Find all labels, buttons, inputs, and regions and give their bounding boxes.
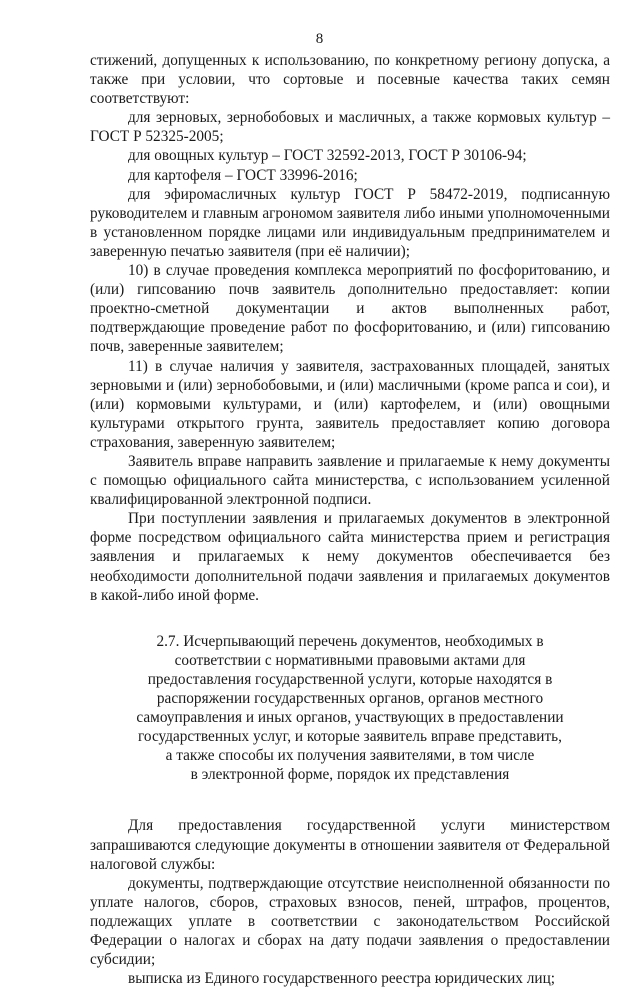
heading-line: соответствии с нормативными правовыми актами для	[174, 651, 526, 669]
paragraph: выписка из Единого государственного реестра юридических лиц;	[128, 970, 556, 988]
paragraph: 11) в случае наличия у заявителя, застрахованных площадей, занятых зерновыми и (или) зернобобовыми, и (или) масличными (кроме рапса и сои), и (или) кормовыми культурами, и (или) картофелем, и (или) овощными культурами открытого грунта, заявитель предоставляет копию договора страхования, заверенную заявителем;	[90, 357, 610, 451]
section-heading	[90, 632, 610, 785]
heading-line: самоуправления и иных органов, участвующих в предоставлении	[136, 709, 564, 727]
paragraphs-after	[90, 816, 610, 988]
heading-line: предоставления государственной услуги, которые находятся в	[147, 670, 553, 688]
heading-line: в электронной форме, порядок их представления	[190, 766, 510, 784]
paragraph: для овощных культур – ГОСТ 32592-2013, ГОСТ Р 30106-94;	[128, 147, 527, 165]
paragraph: Для предоставления государственной услуги министерством запрашиваются следующие документы в отношении заявителя от Федеральной налоговой службы:	[90, 817, 610, 873]
heading-line: 2.7. Исчерпывающий перечень документов, необходимых в	[156, 632, 544, 650]
document-body	[90, 51, 610, 988]
paragraph: для эфиромасличных культур ГОСТ Р 58472-2019, подписанную руководителем и главным агрономом заявителя либо иными уполномоченными в установленном порядке лицами или индивидуальным предпринимателем и заверенную печатью заявителя (при её наличии);	[90, 185, 610, 260]
paragraph: документы, подтверждающие отсутствие неисполненной обязанности по уплате налогов, сборов, страховых взносов, пеней, штрафов, процентов, подлежащих уплате в соответствии с законодательством Российской Федерации о налогах и сборах на дату подачи заявления о предоставлении субсидии;	[90, 874, 610, 969]
paragraph: для зерновых, зернобобовых и масличных, а также кормовых культур – ГОСТ Р 52325-2005;	[90, 109, 610, 146]
heading-line: государственных услуг, и которые заявитель вправе представить,	[138, 728, 562, 746]
page-number: 8	[315, 31, 324, 47]
paragraph: Заявитель вправе направить заявление и прилагаемые к нему документы с помощью официального сайта министерства, с использованием усиленной квалифицированной электронной подписи.	[90, 452, 610, 509]
heading-line: распоряжении государственных органов, органов местного	[156, 690, 544, 707]
paragraph: для картофеля – ГОСТ 33996-2016;	[128, 166, 358, 184]
paragraph: 10) в случае проведения комплекса мероприятий по фосфоритованию, и (или) гипсованию почв заявитель дополнительно предоставляет: копии проектно-сметной документации и актов выполненных работ, подтверждающие проведение работ по фосфоритованию, и (или) гипсованию почв, заверенные заявителем;	[90, 262, 610, 356]
paragraphs-before	[90, 51, 610, 605]
paragraph: При поступлении заявления и прилагаемых документов в электронной форме посредством официального сайта министерства прием и регистрация заявления и прилагаемых к нему документов обеспечивается без необходимости дополнительной подачи заявления и прилагаемых документов в какой-либо иной форме.	[90, 510, 610, 604]
heading-line: а также способы их получения заявителями, в том числе	[165, 747, 535, 765]
paragraph: стижений, допущенных к использованию, по конкретному региону допуска, а также при условии, что сортовые и посевные качества таких семян соответствуют:	[90, 52, 610, 108]
